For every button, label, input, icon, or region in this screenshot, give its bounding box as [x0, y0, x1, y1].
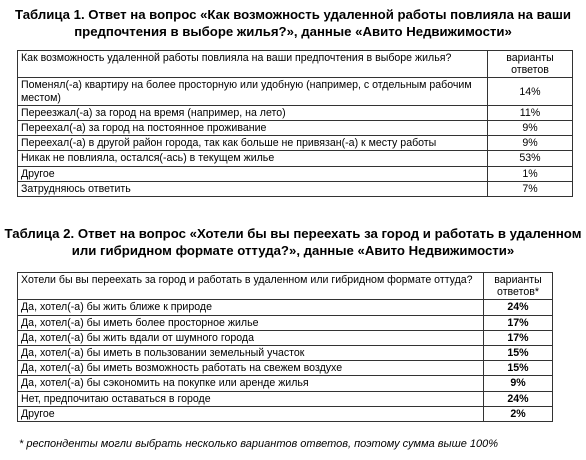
row-label: Затрудняюсь ответить [18, 181, 488, 196]
row-label: Да, хотел(-а) бы иметь в пользовании земельный участок [18, 346, 484, 361]
table1 [17, 50, 573, 197]
table-row [18, 391, 553, 406]
table2-title: Таблица 2. Ответ на вопрос «Хотели бы вы переехать за город и работать в удаленном или гибридном формате оттуда?», данные «Авито Недвижимости» [4, 226, 582, 258]
row-value: 9% [484, 376, 553, 391]
table-row [18, 181, 573, 196]
row-value: 14% [488, 78, 573, 105]
table-row [18, 166, 573, 181]
table-row [18, 136, 573, 151]
table-row [18, 105, 573, 120]
table-row [18, 406, 553, 421]
row-value: 9% [488, 136, 573, 151]
row-value: 24% [484, 391, 553, 406]
row-value: 9% [488, 121, 573, 136]
row-label: Да, хотел(-а) бы жить ближе к природе [18, 300, 484, 315]
row-value: 24% [484, 300, 553, 315]
row-label: Нет, предпочитаю оставаться в городе [18, 391, 484, 406]
row-value: 15% [484, 361, 553, 376]
table1-title: Таблица 1. Ответ на вопрос «Как возможность удаленной работы повлияла на ваши предпочтения в выборе жилья?», данные «Авито Недвижимости» [15, 7, 571, 39]
row-label: Да, хотел(-а) бы сэкономить на покупке или аренде жилья [18, 376, 484, 391]
row-label: Переехал(-а) в другой район города, так как больше не привязан(-а) к месту работы [18, 136, 488, 151]
row-value: 53% [488, 151, 573, 166]
table2 [17, 272, 553, 422]
row-label: Да, хотел(-а) бы иметь возможность работать на свежем воздухе [18, 361, 484, 376]
table-row [18, 78, 573, 105]
table-row [18, 376, 553, 391]
row-value: 7% [488, 181, 573, 196]
footnote: * респонденты могли выбрать несколько вариантов ответов, поэтому сумма выше 100% [19, 438, 499, 450]
row-label: Другое [18, 166, 488, 181]
table-row [18, 330, 553, 345]
table-row [18, 315, 553, 330]
row-value: 15% [484, 346, 553, 361]
table1-header-question: Как возможность удаленной работы повлияла на ваши предпочтения в выборе жилья? [18, 51, 488, 78]
row-value: 17% [484, 315, 553, 330]
row-label: Переехал(-а) за город на постоянное проживание [18, 121, 488, 136]
row-label: Переезжал(-а) за город на время (например, на лето) [18, 105, 488, 120]
row-value: 2% [484, 406, 553, 421]
table1-header-value: варианты ответов [488, 51, 573, 78]
table-row [18, 151, 573, 166]
table2-header-value: варианты ответов* [484, 273, 553, 300]
table-row [18, 300, 553, 315]
table-row [18, 361, 553, 376]
row-label: Другое [18, 406, 484, 421]
table-row [18, 121, 573, 136]
table1-header-row [18, 51, 573, 78]
row-label: Да, хотел(-а) бы жить вдали от шумного города [18, 330, 484, 345]
table-row [18, 346, 553, 361]
row-value: 1% [488, 166, 573, 181]
row-value: 11% [488, 105, 573, 120]
row-value: 17% [484, 330, 553, 345]
row-label: Никак не повлияла, остался(-ась) в текущем жилье [18, 151, 488, 166]
row-label: Поменял(-а) квартиру на более просторную или удобную (например, с отдельным рабочим местом) [18, 78, 488, 105]
table2-header-row [18, 273, 553, 300]
table2-header-question: Хотели бы вы переехать за город и работать в удаленном или гибридном формате оттуда? [18, 273, 484, 300]
row-label: Да, хотел(-а) бы иметь более просторное жилье [18, 315, 484, 330]
